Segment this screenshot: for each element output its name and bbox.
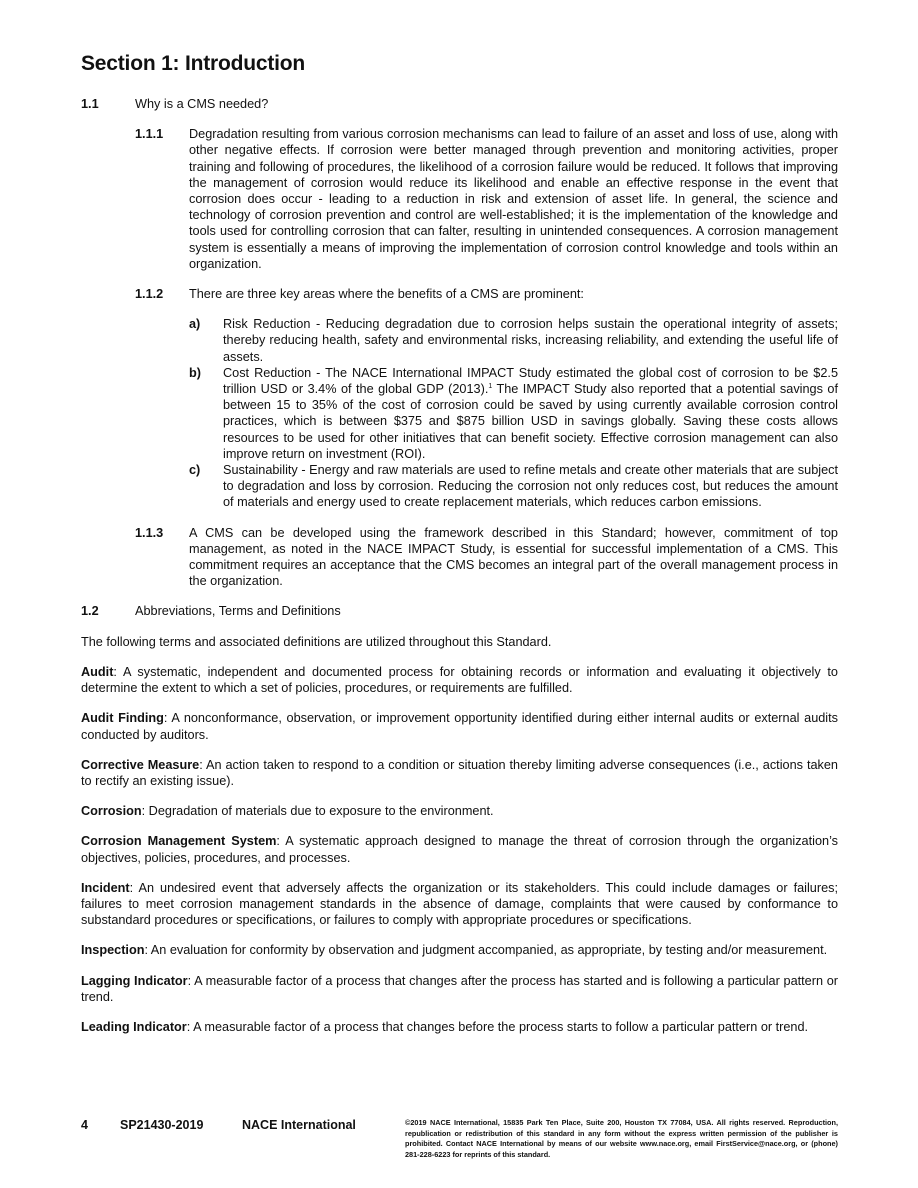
definition-term: Corrosion: [81, 804, 142, 819]
definition-cms: [81, 833, 838, 865]
organization-name: NACE International: [242, 1118, 356, 1132]
benefits-list: [189, 316, 838, 510]
page-number: 4: [81, 1118, 88, 1132]
body-text: [81, 96, 838, 1049]
list-letter: c): [189, 463, 201, 478]
definition-text: : An evaluation for conformity by observation and judgment accompanied, as appropriate, by testing and/or measurement.: [144, 943, 828, 958]
subsection-number: 1.1: [81, 97, 99, 111]
definition-term: Incident: [81, 880, 130, 895]
clause-1-1-2: [135, 286, 838, 302]
list-text-part: The IMPACT Study also reported that a potential savings of between 15 to 35% of the cost of corrosion could be saved by using currently available corrosion control practices, which is between $375 and $875 billion USD in savings globally. Saving these costs allows resources to be used for other initiatives that can benefit society. Effective corrosion management can also improve return on investment (ROI).: [223, 382, 838, 461]
definition-term: Corrective Measure: [81, 757, 200, 772]
clause-number: 1.1.2: [135, 287, 164, 302]
definition-term: Corrosion Management System: [81, 834, 277, 849]
definition-audit: [81, 664, 838, 696]
list-text: [223, 365, 838, 462]
definition-term: Lagging Indicator: [81, 973, 188, 988]
definition-corrosion: [81, 803, 838, 819]
definition-text: : A nonconformance, observation, or improvement opportunity identified during either internal audits or external audits conducted by auditors.: [81, 711, 838, 742]
clause-text: Degradation resulting from various corrosion mechanisms can lead to failure of an asset and loss of use, along with other negative effects. If corrosion were better managed through prevention and monitoring activities, proper training and following of procedures, the likelihood of a corrosion failure would be reduced. It follows that improving the management of corrosion would reduce its likelihood and enable an effective response in the event that corrosion does occur - leading to a reduction in risk and extension of asset life. In general, the science and technology of corrosion prevention and control are well-established; it is the implementation of the knowledge and tools used for controlling corrosion that can falter, resulting in unintended consequences. A corrosion management system is essentially a means of improving the implementation of corrosion control knowledge and tools within an organization.: [189, 127, 838, 271]
definition-text: : Degradation of materials due to exposure to the environment.: [141, 804, 494, 819]
subsection-1-1: [81, 96, 838, 112]
definition-text: : A measurable factor of a process that changes after the process has started and is following a particular pattern or trend.: [81, 973, 838, 1004]
list-text: Risk Reduction - Reducing degradation due to corrosion helps sustain the operational integrity of assets; thereby reducing health, safety and environmental risks, increasing reliability, and extending the useful life of assets.: [223, 317, 838, 364]
list-letter: a): [189, 317, 201, 332]
definition-audit-finding: [81, 710, 838, 742]
clause-text: A CMS can be developed using the framework described in this Standard; however, commitment of top management, as noted in the NACE IMPACT Study, is essential for successful implementation of a CMS. This commitment requires an acceptance that the CMS becomes an integral part of the overall management process in the organization.: [189, 525, 838, 589]
subsection-title: Abbreviations, Terms and Definitions: [135, 604, 341, 619]
definition-lagging-indicator: [81, 973, 838, 1005]
clause-text: There are three key areas where the benefits of a CMS are prominent:: [189, 287, 584, 302]
list-item: [189, 462, 838, 511]
definition-term: Inspection: [81, 943, 145, 958]
definition-text: : A systematic approach designed to manage the threat of corrosion through the organization’s objectives, policies, procedures, and processes.: [81, 834, 839, 865]
subsection-1-2: [81, 603, 838, 619]
definition-inspection: [81, 942, 838, 958]
definition-term: Leading Indicator: [81, 1019, 187, 1034]
clause-1-1-3: [135, 525, 838, 590]
definition-corrective-measure: [81, 757, 838, 789]
definition-term: Audit Finding: [81, 711, 164, 726]
subsection-number: 1.2: [81, 604, 99, 619]
definition-text: : An action taken to respond to a condition or situation thereby limiting adverse consequences (i.e., actions taken to rectify an existing issue).: [81, 757, 838, 788]
section-title: Section 1: Introduction: [81, 52, 306, 75]
subsection-title: Why is a CMS needed?: [135, 97, 269, 111]
list-text-part: Cost Reduction - The NACE International IMPACT Study estimated the global cost of corrosion to be $2.5 trillion USD or 3.4% of the global GDP (2013).: [223, 365, 838, 397]
definition-text: : A systematic, independent and documented process for obtaining records or information and evaluating it objectively to determine the extent to which a set of policies, procedures, or requirements are fulfilled.: [81, 664, 838, 696]
definition-incident: [81, 880, 838, 929]
list-item: [189, 365, 838, 462]
clause-1-1-1: [135, 126, 838, 272]
definition-term: Audit: [81, 664, 114, 679]
copyright-notice: ©2019 NACE International, 15835 Park Ten Place, Suite 200, Houston TX 77084, USA. All rights reserved. Reproduction, republication or redistribution of this standard in any form without the express written permission of the publisher is prohibited. Contact NACE International by means of our website www.nace.org, email FirstService@nace.org, or (phone) 281-228-6223 for reprints of this standard.: [405, 1118, 838, 1159]
clause-number: 1.1.3: [135, 525, 164, 540]
definition-leading-indicator: [81, 1019, 838, 1035]
document-number: SP21430-2019: [120, 1118, 204, 1132]
definition-text: : An undesired event that adversely affects the organization or its stakeholders. This could include damages or failures; failures to meet corrosion management standards in the absence of damage, complaints that were caused by conformance to substandard procedures or specifications, or failures to comply with appropriate procedures or specifications.: [81, 880, 838, 928]
list-item: [189, 316, 838, 365]
list-text: Sustainability - Energy and raw materials are used to refine metals and create other materials that are subject to degradation and loss by corrosion. Reducing the corrosion not only reduces cost, but reduces the amount of materials and energy used to create replacement materials, which reduces carbon emissions.: [223, 463, 838, 510]
clause-number: 1.1.1: [135, 127, 164, 142]
footnote-ref[interactable]: 1: [488, 382, 493, 390]
definitions-intro: The following terms and associated definitions are utilized throughout this Standard.: [81, 634, 552, 649]
definition-text: : A measurable factor of a process that changes before the process starts to follow a particular pattern or trend.: [186, 1019, 809, 1034]
list-letter: b): [189, 365, 201, 380]
